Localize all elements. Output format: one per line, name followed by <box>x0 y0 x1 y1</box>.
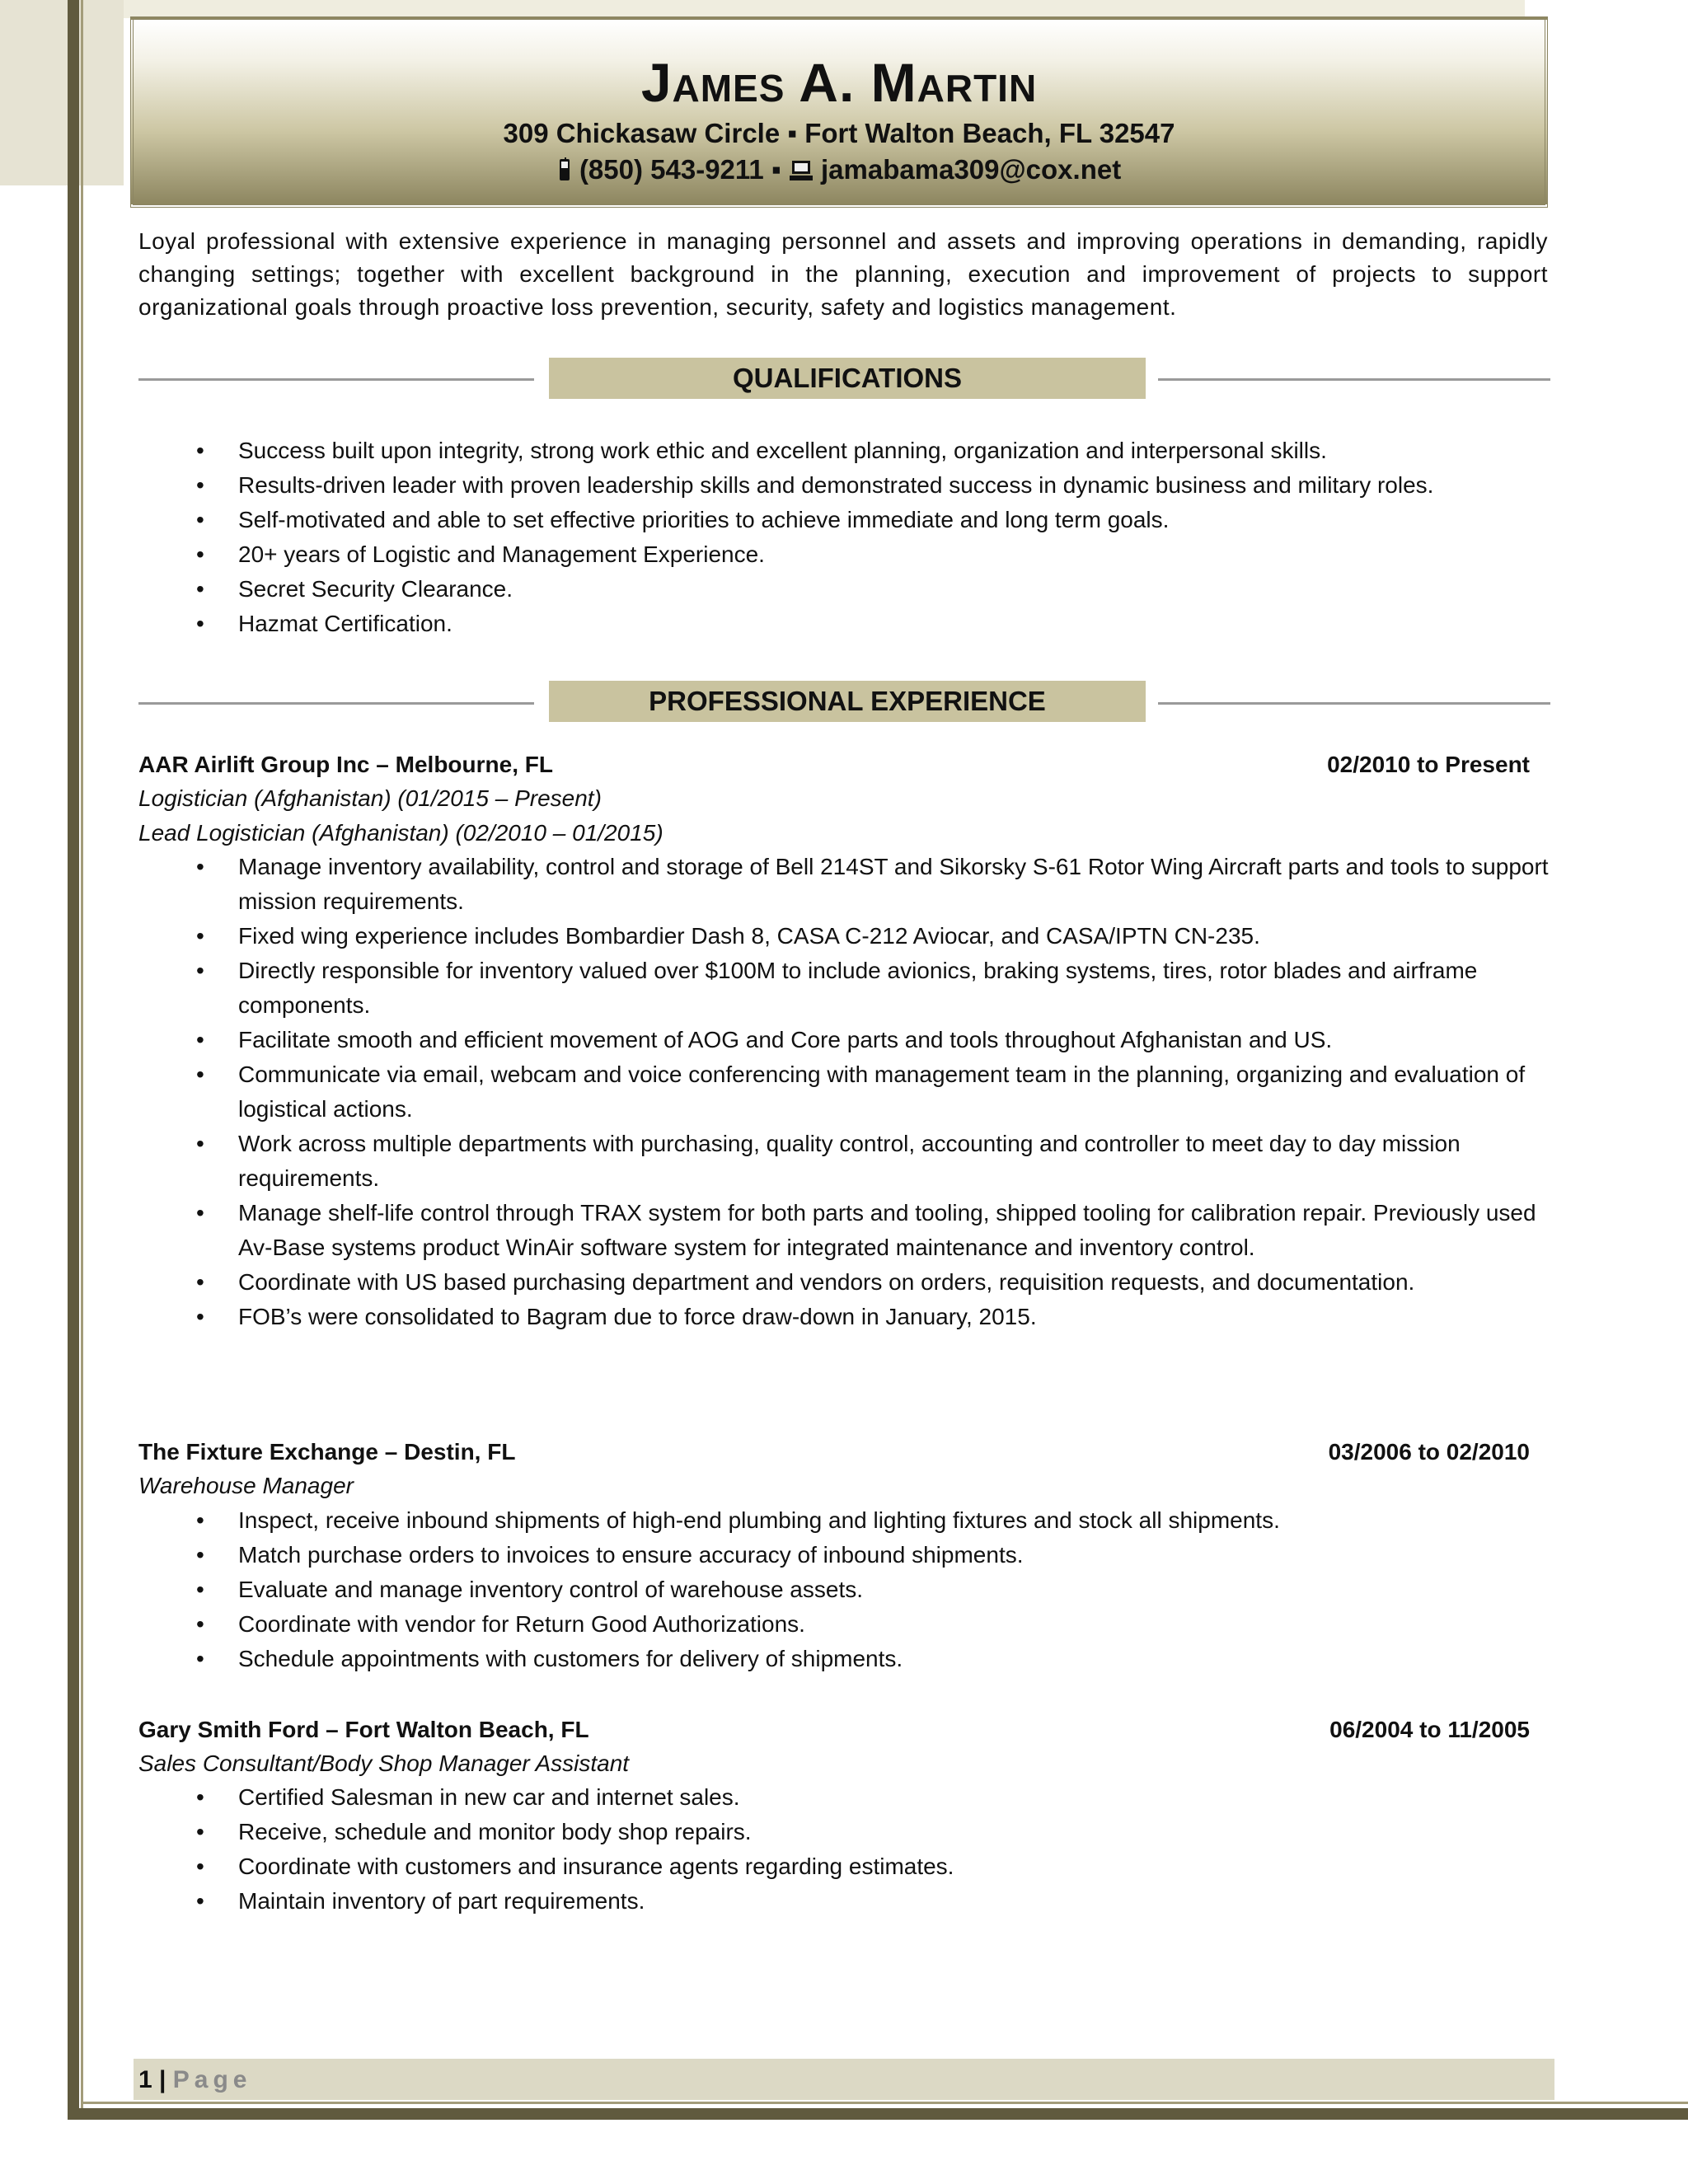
footer-separator: | <box>159 2066 166 2093</box>
section-rule-right <box>1158 378 1550 381</box>
list-item: • Match purchase orders to invoices to ensure accuracy of inbound shipments. <box>196 1542 1024 1568</box>
experience-heading: PROFESSIONAL EXPERIENCE <box>549 681 1146 722</box>
page-footer <box>138 2064 252 2097</box>
company-name: Gary Smith Ford – Fort Walton Beach, FL <box>138 1717 589 1742</box>
list-item: • Hazmat Certification. <box>196 611 452 636</box>
resume-header <box>130 16 1548 208</box>
list-item: • Coordinate with vendor for Return Good Authorizations. <box>196 1611 805 1637</box>
list-item: • Facilitate smooth and efficient movement of AOG and Core parts and tools throughout Afghanistan and US. <box>196 1027 1333 1052</box>
separator: ▪ <box>771 154 781 185</box>
list-item: • Success built upon integrity, strong work ethic and excellent planning, organization and interpersonal skills. <box>196 438 1327 463</box>
list-item: • Manage inventory availability, control and storage of Bell 214ST and Sikorsky S-61 Rotor Wing Aircraft parts and tools to support mission requirements. <box>196 854 1549 914</box>
page-number: 1 <box>138 2066 152 2093</box>
list-item: • Communicate via email, webcam and voice conferencing with management team in the planning, organizing and evaluation of logistical actions. <box>196 1062 1526 1122</box>
contact-line <box>134 152 1545 188</box>
list-item: • Certified Salesman in new car and internet sales. <box>196 1784 740 1810</box>
list-item: • Evaluate and manage inventory control of warehouse assets. <box>196 1577 864 1602</box>
list-item: • Work across multiple departments with purchasing, quality control, accounting and controller to meet day to day mission requirements. <box>196 1131 1461 1191</box>
list-item: • Inspect, receive inbound shipments of high-end plumbing and lighting fixtures and stock all shipments. <box>196 1507 1280 1533</box>
email-address: jamabama309@cox.net <box>821 154 1122 185</box>
list-item: • Directly responsible for inventory valued over $100M to include avionics, braking systems, tires, rotor blades and airframe components. <box>196 958 1478 1018</box>
page-border-left <box>68 0 79 2120</box>
job-duties-list <box>138 1503 1606 1676</box>
section-rule-left <box>138 702 534 705</box>
professional-summary: Loyal professional with extensive experience in managing personnel and assets and improving operations in demanding, rapidly changing settings; together with excellent background in the planning, execution and improvement of projects to support organizational goals through proactive loss prevention, security, safety and logistics management. <box>138 228 1548 320</box>
address-line: 309 Chickasaw Circle ▪ Fort Walton Beach, FL 32547 <box>503 118 1175 148</box>
job-duties-list <box>138 850 1606 1334</box>
phone-number: (850) 543-9211 <box>579 154 764 185</box>
list-item: • Manage shelf-life control through TRAX system for both parts and tooling, shipped tooling for calibration repair. Previously used Av-Base systems product WinAir software system for integrated maintenance and inventory control. <box>196 1200 1536 1260</box>
job-header <box>138 1435 1530 1469</box>
job-dates: 03/2006 to 02/2010 <box>1328 1439 1530 1465</box>
company-name: The Fixture Exchange – Destin, FL <box>138 1439 516 1465</box>
section-rule-left <box>138 378 534 381</box>
list-item: • FOB’s were consolidated to Bagram due to force draw-down in January, 2015. <box>196 1304 1037 1329</box>
job-title: Logistician (Afghanistan) (01/2015 – Present) <box>138 785 602 811</box>
list-item: • Schedule appointments with customers for delivery of shipments. <box>196 1646 903 1671</box>
page-border-left-inner <box>81 0 83 2111</box>
qualifications-heading: QUALIFICATIONS <box>549 358 1146 399</box>
decorative-top-strip <box>124 0 1525 18</box>
list-item: • Secret Security Clearance. <box>196 576 513 602</box>
list-item: • Fixed wing experience includes Bombardier Dash 8, CASA C-212 Aviocar, and CASA/IPTN CN-235. <box>196 923 1260 949</box>
job-title: Sales Consultant/Body Shop Manager Assistant <box>138 1750 630 1776</box>
computer-icon <box>789 154 821 185</box>
list-item: • Self-motivated and able to set effective priorities to achieve immediate and long term goals. <box>196 507 1170 532</box>
decorative-corner <box>0 0 124 185</box>
job-dates: 02/2010 to Present <box>1327 752 1530 777</box>
job-duties-list <box>138 1780 1606 1919</box>
phone-icon <box>557 154 579 185</box>
section-rule-right <box>1158 702 1550 705</box>
candidate-name: James A. Martin <box>640 52 1038 113</box>
list-item: • Coordinate with customers and insurance agents regarding estimates. <box>196 1854 954 1879</box>
job-header <box>138 748 1530 782</box>
footer-bar <box>134 2059 1554 2100</box>
page-border-bottom-inner <box>81 2102 1688 2104</box>
list-item: • 20+ years of Logistic and Management Experience. <box>196 541 765 567</box>
job-title: Warehouse Manager <box>138 1473 354 1498</box>
list-item: • Receive, schedule and monitor body shop repairs. <box>196 1819 752 1844</box>
job-dates: 06/2004 to 11/2005 <box>1329 1717 1530 1742</box>
list-item: • Results-driven leader with proven leadership skills and demonstrated success in dynamic business and military roles. <box>196 472 1434 498</box>
page-label: Page <box>172 2066 252 2093</box>
qualifications-list <box>138 434 1433 641</box>
job-header <box>138 1713 1530 1747</box>
page-border-bottom <box>68 2108 1688 2120</box>
list-item: • Coordinate with US based purchasing department and vendors on orders, requisition requests, and documentation. <box>196 1269 1415 1295</box>
list-item: • Maintain inventory of part requirements. <box>196 1888 645 1914</box>
job-title: Lead Logistician (Afghanistan) (02/2010 – 01/2015) <box>138 820 663 846</box>
company-name: AAR Airlift Group Inc – Melbourne, FL <box>138 752 553 777</box>
